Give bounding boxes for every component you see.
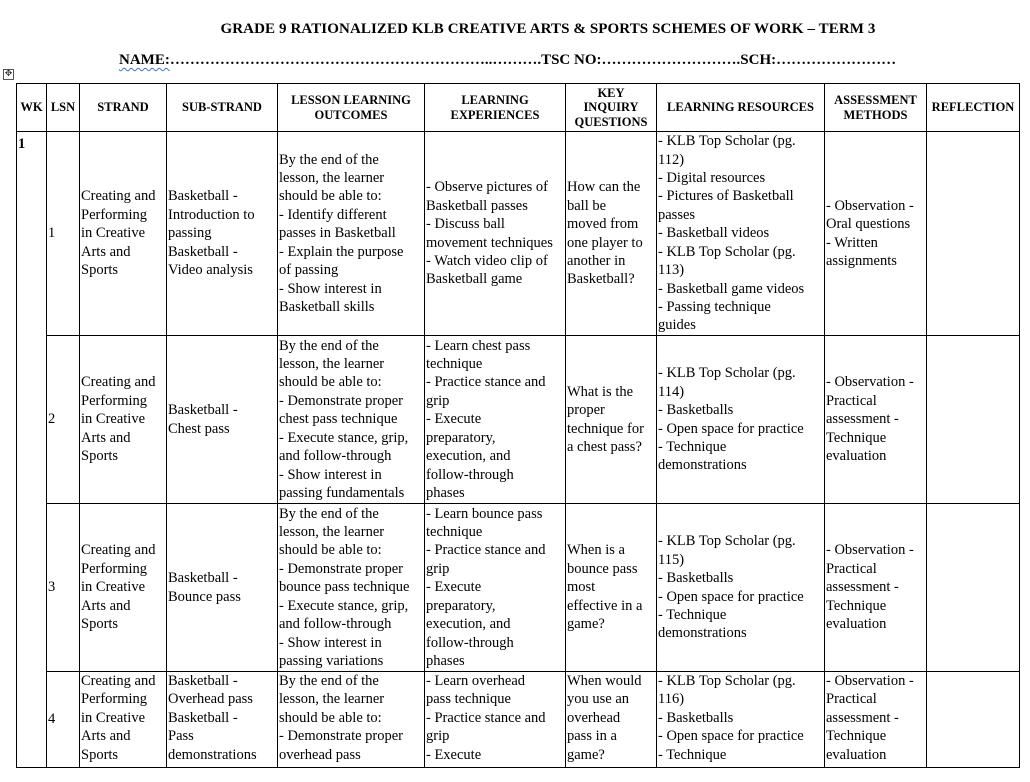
- resources-line: - KLB Top Scholar (pg.: [658, 533, 796, 550]
- cell-reflection[interactable]: [927, 672, 1020, 768]
- resources-line: - Pictures of Basketball: [658, 188, 794, 205]
- sub-strand-line: demonstrations: [168, 746, 257, 763]
- lesson-number: 1: [47, 132, 80, 336]
- resources-line: demonstrations: [658, 625, 747, 642]
- cell-experiences: [425, 504, 566, 672]
- week-cell: 1: [17, 132, 47, 768]
- resources-line: - Technique: [658, 746, 727, 763]
- questions-line: technique for: [567, 420, 644, 437]
- experiences-line: - Execute: [426, 746, 482, 763]
- experiences-line: technique: [426, 524, 483, 541]
- assessment-line: Technique: [826, 429, 887, 446]
- cell-outcomes: [278, 672, 425, 768]
- assessment-line: Oral questions: [826, 216, 911, 233]
- outcomes-line: should be able to:: [279, 709, 382, 726]
- outcomes-line: should be able to:: [279, 374, 382, 391]
- sub-strand-line: Basketball -: [168, 570, 238, 587]
- header-reflection: REFLECTION: [927, 84, 1020, 132]
- tsc-dots: ……………………….: [601, 52, 741, 68]
- strand-line: Creating and: [81, 374, 156, 391]
- experiences-line: execution, and: [426, 616, 511, 633]
- cell-resources: [657, 672, 825, 768]
- resources-line: - Basketballs: [658, 402, 734, 419]
- assessment-line: - Observation -: [826, 673, 914, 689]
- outcomes-line: passing fundamentals: [279, 484, 405, 501]
- experiences-line: - Practice stance and: [426, 542, 546, 559]
- header-outcomes: LESSON LEARNING OUTCOMES: [278, 84, 425, 132]
- outcomes-line: - Demonstrate proper: [279, 392, 404, 409]
- cell-outcomes: [278, 504, 425, 672]
- sub-strand-line: Bounce pass: [168, 588, 241, 605]
- cell-assessment: [825, 132, 927, 336]
- sch-dots: ……………………: [776, 52, 897, 68]
- resources-line: - KLB Top Scholar (pg.: [658, 365, 796, 382]
- outcomes-line: - Execute stance, grip,: [279, 597, 409, 614]
- table-row: [17, 132, 1020, 336]
- outcomes-line: - Show interest in: [279, 466, 382, 483]
- resources-line: - Basketball game videos: [658, 280, 805, 297]
- sub-strand-line: Basketball -: [168, 673, 238, 689]
- experiences-line: - Discuss ball: [426, 216, 505, 233]
- outcomes-line: Basketball skills: [279, 298, 375, 315]
- document-title: GRADE 9 RATIONALIZED KLB CREATIVE ARTS & SPORTS SCHEMES OF WORK – TERM 3: [220, 21, 876, 37]
- cell-outcomes: [278, 132, 425, 336]
- strand-line: Performing: [81, 691, 148, 708]
- experiences-line: execution, and: [426, 448, 511, 465]
- resources-line: 114): [658, 383, 685, 400]
- strand-line: Performing: [81, 206, 148, 223]
- outcomes-line: - Demonstrate proper: [279, 728, 404, 745]
- questions-line: overhead: [567, 709, 621, 726]
- move-handle-icon[interactable]: ✥: [4, 69, 13, 79]
- experiences-line: pass technique: [426, 691, 511, 708]
- resources-line: - KLB Top Scholar (pg.: [658, 673, 796, 689]
- resources-line: - Technique: [658, 606, 727, 623]
- cell-experiences: [425, 672, 566, 768]
- assessment-line: Practical: [826, 691, 877, 708]
- experiences-line: - Practice stance and: [426, 709, 546, 726]
- experiences-line: Basketball game: [426, 271, 523, 288]
- name-line: [119, 52, 896, 69]
- cell-experiences: [425, 132, 566, 336]
- header-assessment: ASSESSMENT METHODS: [825, 84, 927, 132]
- cell-strand: [80, 504, 167, 672]
- experiences-line: preparatory,: [426, 597, 496, 614]
- header-row: [17, 84, 1020, 132]
- cell-strand: [80, 336, 167, 504]
- resources-line: - KLB Top Scholar (pg.: [658, 243, 796, 260]
- cell-assessment: [825, 504, 927, 672]
- assessment-line: assessment -: [826, 411, 899, 428]
- name-dots: ………………………………………………………..……….: [169, 52, 542, 68]
- resources-line: - Open space for practice: [658, 728, 804, 745]
- outcomes-line: bounce pass technique: [279, 579, 410, 596]
- questions-line: proper: [567, 402, 605, 419]
- resources-line: - KLB Top Scholar (pg.: [658, 133, 796, 150]
- sub-strand-line: Basketball -: [168, 188, 238, 205]
- questions-line: bounce pass: [567, 560, 638, 577]
- strand-line: Performing: [81, 392, 148, 409]
- assessment-line: Practical: [826, 392, 877, 409]
- outcomes-line: By the end of the: [279, 151, 379, 168]
- header-questions: KEY INQUIRY QUESTIONS: [566, 84, 657, 132]
- experiences-line: - Execute: [426, 411, 482, 428]
- sub-strand-line: Chest pass: [168, 420, 230, 437]
- lesson-number: 2: [47, 336, 80, 504]
- questions-line: ball be: [567, 197, 607, 214]
- experiences-line: follow-through: [426, 634, 514, 651]
- experiences-line: technique: [426, 356, 483, 373]
- experiences-line: grip: [426, 392, 450, 409]
- header-sub-strand: SUB-STRAND: [167, 84, 278, 132]
- strand-line: in Creative: [81, 579, 146, 596]
- experiences-line: grip: [426, 560, 450, 577]
- assessment-line: evaluation: [826, 616, 887, 633]
- header-lsn: LSN: [47, 84, 80, 132]
- cell-strand: [80, 672, 167, 768]
- outcomes-line: - Execute stance, grip,: [279, 429, 409, 446]
- cell-questions: [566, 504, 657, 672]
- sub-strand-line: Overhead pass: [168, 691, 253, 708]
- questions-line: What is the: [567, 383, 634, 400]
- cell-strand: [80, 132, 167, 336]
- outcomes-line: lesson, the learner: [279, 170, 385, 187]
- outcomes-line: should be able to:: [279, 188, 382, 205]
- questions-line: When is a: [567, 542, 625, 559]
- strand-line: Creating and: [81, 188, 156, 205]
- assessment-line: Practical: [826, 560, 877, 577]
- questions-line: pass in a: [567, 728, 617, 745]
- sub-strand-line: passing: [168, 225, 212, 242]
- experiences-line: - Watch video clip of: [426, 252, 548, 269]
- assessment-line: evaluation: [826, 448, 887, 465]
- questions-line: effective in a: [567, 597, 643, 614]
- outcomes-line: - Show interest in: [279, 280, 382, 297]
- cell-sub-strand: [167, 504, 278, 672]
- strand-line: Arts and: [81, 429, 131, 446]
- strand-line: in Creative: [81, 709, 146, 726]
- experiences-line: - Observe pictures of: [426, 179, 548, 196]
- outcomes-line: overhead pass: [279, 746, 361, 763]
- experiences-line: preparatory,: [426, 429, 496, 446]
- questions-line: game?: [567, 746, 605, 763]
- cell-reflection[interactable]: [927, 336, 1020, 504]
- experiences-line: - Learn bounce pass: [426, 505, 543, 522]
- experiences-line: - Practice stance and: [426, 374, 546, 391]
- experiences-line: - Learn chest pass: [426, 337, 531, 354]
- resources-line: - Technique: [658, 438, 727, 455]
- outcomes-line: should be able to:: [279, 542, 382, 559]
- lesson-number: 3: [47, 504, 80, 672]
- experiences-line: grip: [426, 728, 450, 745]
- questions-line: a chest pass?: [567, 438, 642, 455]
- cell-outcomes: [278, 336, 425, 504]
- resources-line: - Open space for practice: [658, 588, 804, 605]
- outcomes-line: lesson, the learner: [279, 691, 385, 708]
- resources-line: 112): [658, 151, 685, 168]
- header-experiences: LEARNING EXPERIENCES: [425, 84, 566, 132]
- questions-line: game?: [567, 616, 605, 633]
- scheme-table: [16, 83, 1020, 768]
- sub-strand-line: Pass: [168, 728, 194, 745]
- resources-line: - Digital resources: [658, 170, 766, 187]
- outcomes-line: and follow-through: [279, 448, 392, 465]
- strand-line: Arts and: [81, 597, 131, 614]
- cell-sub-strand: [167, 132, 278, 336]
- sub-strand-line: Video analysis: [168, 262, 253, 279]
- cell-resources: [657, 132, 825, 336]
- outcomes-line: By the end of the: [279, 673, 379, 689]
- assessment-line: - Written: [826, 234, 878, 251]
- experiences-line: phases: [426, 484, 465, 501]
- experiences-line: - Learn overhead: [426, 673, 526, 689]
- sub-strand-line: Basketball -: [168, 709, 238, 726]
- outcomes-line: and follow-through: [279, 616, 392, 633]
- assessment-line: Technique: [826, 728, 887, 745]
- questions-line: one player to: [567, 234, 643, 251]
- outcomes-line: By the end of the: [279, 505, 379, 522]
- assessment-line: - Observation -: [826, 374, 914, 391]
- cell-questions: [566, 132, 657, 336]
- assessment-line: assignments: [826, 252, 897, 269]
- outcomes-line: - Show interest in: [279, 634, 382, 651]
- questions-line: How can the: [567, 179, 641, 196]
- strand-line: in Creative: [81, 411, 146, 428]
- questions-line: moved from: [567, 216, 639, 233]
- resources-line: - Passing technique: [658, 298, 771, 315]
- experiences-line: Basketball passes: [426, 197, 528, 214]
- cell-sub-strand: [167, 336, 278, 504]
- cell-resources: [657, 504, 825, 672]
- experiences-line: follow-through: [426, 466, 514, 483]
- name-label: NAME:: [119, 52, 170, 68]
- outcomes-line: lesson, the learner: [279, 524, 385, 541]
- cell-questions: [566, 672, 657, 768]
- resources-line: - Basketballs: [658, 709, 734, 726]
- strand-line: Sports: [81, 746, 119, 763]
- strand-line: Sports: [81, 448, 119, 465]
- questions-line: another in: [567, 252, 626, 269]
- sub-strand-line: Introduction to: [168, 206, 255, 223]
- resources-line: guides: [658, 317, 696, 334]
- cell-resources: [657, 336, 825, 504]
- outcomes-line: passing variations: [279, 652, 384, 669]
- resources-line: 115): [658, 551, 685, 568]
- questions-line: Basketball?: [567, 271, 635, 288]
- outcomes-line: - Identify different: [279, 206, 387, 223]
- outcomes-line: passes in Basketball: [279, 225, 396, 242]
- outcomes-line: - Explain the purpose: [279, 243, 404, 260]
- assessment-line: - Observation -: [826, 197, 914, 214]
- strand-line: in Creative: [81, 225, 146, 242]
- assessment-line: assessment -: [826, 579, 899, 596]
- table-row: [17, 336, 1020, 504]
- experiences-line: movement techniques: [426, 234, 553, 251]
- sub-strand-line: Basketball -: [168, 243, 238, 260]
- strand-line: Creating and: [81, 542, 156, 559]
- cell-experiences: [425, 336, 566, 504]
- resources-line: - Open space for practice: [658, 420, 804, 437]
- strand-line: Arts and: [81, 728, 131, 745]
- assessment-line: evaluation: [826, 746, 887, 763]
- resources-line: passes: [658, 206, 696, 223]
- strand-line: Sports: [81, 262, 119, 279]
- cell-assessment: [825, 672, 927, 768]
- cell-sub-strand: [167, 672, 278, 768]
- header-wk: WK: [17, 84, 47, 132]
- questions-line: When would: [567, 673, 642, 689]
- tsc-label: TSC NO:: [541, 52, 602, 68]
- experiences-line: phases: [426, 652, 465, 669]
- strand-line: Arts and: [81, 243, 131, 260]
- questions-line: you use an: [567, 691, 630, 708]
- outcomes-line: chest pass technique: [279, 411, 398, 428]
- table-row: [17, 504, 1020, 672]
- outcomes-line: of passing: [279, 262, 339, 279]
- outcomes-line: lesson, the learner: [279, 356, 385, 373]
- lesson-number: 4: [47, 672, 80, 768]
- assessment-line: Technique: [826, 597, 887, 614]
- header-resources: LEARNING RESOURCES: [657, 84, 825, 132]
- table-row: [17, 672, 1020, 768]
- strand-line: Sports: [81, 616, 119, 633]
- strand-line: Creating and: [81, 673, 156, 689]
- questions-line: most: [567, 579, 596, 596]
- experiences-line: - Execute: [426, 579, 482, 596]
- sub-strand-line: Basketball -: [168, 402, 238, 419]
- resources-line: 116): [658, 691, 685, 708]
- resources-line: - Basketball videos: [658, 225, 770, 242]
- outcomes-line: - Demonstrate proper: [279, 560, 404, 577]
- assessment-line: assessment -: [826, 709, 899, 726]
- strand-line: Performing: [81, 560, 148, 577]
- resources-line: 113): [658, 262, 685, 279]
- outcomes-line: By the end of the: [279, 337, 379, 354]
- resources-line: - Basketballs: [658, 570, 734, 587]
- header-strand: STRAND: [80, 84, 167, 132]
- cell-assessment: [825, 336, 927, 504]
- cell-questions: [566, 336, 657, 504]
- cell-reflection[interactable]: [927, 132, 1020, 336]
- resources-line: demonstrations: [658, 457, 747, 474]
- sch-label: SCH:: [740, 52, 777, 68]
- assessment-line: - Observation -: [826, 542, 914, 559]
- cell-reflection[interactable]: [927, 504, 1020, 672]
